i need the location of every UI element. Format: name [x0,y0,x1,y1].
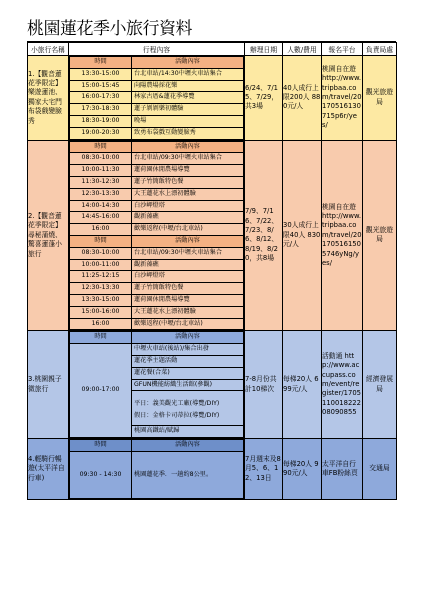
schedule-row [70,212,244,224]
tour-people-fee: 每梯20人 699元/人 [283,331,322,439]
schedule-row [70,165,244,177]
schedule-row [70,188,244,200]
tour-bureau: 觀光旅遊局 [363,140,397,331]
schedule-content: 歡樂返程(中壢/台北車站) [132,318,244,330]
schedule-content: 觀新藻礁 [132,259,244,271]
schedule-row [70,247,244,259]
schedule-time: 14:45-16:00 [70,212,132,224]
schedule-header-time: 時間 [70,440,132,452]
schedule-content: 蓮子竹簡飯特色餐 [132,176,244,188]
schedule-header [70,57,244,69]
itinerary-cell [69,331,245,439]
schedule-content: 晚場 [132,115,244,127]
schedule-content: 向陽農場採花樂 [132,80,244,92]
schedule-row [70,127,244,139]
schedule-row [70,104,244,116]
page-title: 桃園蓮花季小旅行資料 [27,19,192,39]
schedule-content: 大王蓮花水上漂初體驗 [132,188,244,200]
schedule-header [70,332,244,344]
tour-bureau: 觀光旅遊局 [363,56,397,141]
schedule-header [70,141,244,153]
schedule-content: 蓮荷園休閒農場導覽 [132,294,244,306]
schedule-time: 16:00 [70,224,132,236]
tour-people-fee: 30人成行上限40人 830元/人 [283,140,322,331]
table-row [28,56,397,141]
schedule-time: 18:30-19:00 [70,115,132,127]
schedule-table [69,56,244,140]
schedule-content: 蓮花季主題活動 [132,355,244,367]
schedule-time: 19:00-20:30 [70,127,132,139]
schedule-row [70,306,244,318]
schedule-time: 16:00 [70,318,132,330]
schedule-time: 09:30 - 14:30 [70,451,132,498]
schedule-time: 10:00-11:30 [70,165,132,177]
schedule-row [70,224,244,236]
schedule-content: 蓮子剝剝樂初體驗 [132,104,244,116]
schedule-time: 12:30-13:30 [70,188,132,200]
header-bureau: 負責局處 [363,43,397,56]
tour-platform-link[interactable]: 桃園自在遊 http://www.tripbaa.com/travel/20170516130715p6r/yes/ [322,56,363,141]
schedule-row [70,153,244,165]
tour-platform-link[interactable]: 桃園自在遊 http://www.tripbaa.com/travel/201705161505746yNg/yes/ [322,140,363,331]
schedule-content: 致勇布袋戲互動變臉秀 [132,127,244,139]
schedule-header-content: 活動內容 [132,57,244,69]
schedule-row [70,259,244,271]
schedule-content: 白沙岬燈塔 [132,200,244,212]
tour-name: 2.【觀音蓮花季限定】尋秘蒲燒、驚喜蓮蓬小旅行 [28,140,69,331]
schedule-header-content: 活動內容 [132,440,244,452]
schedule-content: 白沙岬燈塔 [132,271,244,283]
schedule-row [70,176,244,188]
schedule-content: 觀新藻礁 [132,212,244,224]
schedule-row [70,318,244,330]
tour-dates: 7-8月份共計10梯次 [245,331,283,439]
tour-people-fee: 每梯20人 990元/人 [283,439,322,500]
header-dates: 辦理日期 [245,43,283,56]
schedule-content: 中壢火車站(後站)/集合出發 [132,344,244,356]
schedule-header-time: 時間 [70,57,132,69]
tour-dates: 7/9、7/16、7/22、7/23、8/6、8/12、8/19、8/20，共8場 [245,140,283,331]
schedule-content: 蓮荷園休閒農場導覽 [132,165,244,177]
schedule-time: 15:00-15:45 [70,80,132,92]
schedule-header [70,440,244,452]
schedule-header-time: 時間 [70,332,132,344]
header-tour-name: 小旅行名稱 [28,43,69,56]
tour-bureau: 經濟發展局 [363,331,397,439]
tour-name: 3.桃園親子微旅行 [28,331,69,439]
tour-people-fee: 40人成行上限200人 880元/人 [283,56,322,141]
header-platform: 報名平台 [322,43,363,56]
schedule-content: 桃園蓮花季．一趟約8公里。 [132,451,244,498]
schedule-content: 大王蓮花水上漂初體驗 [132,306,244,318]
schedule-row [70,283,244,295]
schedule-time: 17:30-18:30 [70,104,132,116]
schedule-content: 台北車站/14:30中壢火車站集合 [132,68,244,80]
schedule-content: 台北車站/09:30中壢火車站集合 [132,153,244,165]
schedule-content: 歡樂返程(中壢/台北車站) [132,224,244,236]
schedule-header [70,235,244,247]
schedule-row [70,200,244,212]
schedule-content: 台北車站/09:30中壢火車站集合 [132,247,244,259]
schedule-table [69,141,244,331]
schedule-table [69,439,244,499]
schedule-header-content: 活動內容 [132,141,244,153]
schedule-content: GFUN機能紡織生活館(參觀) [132,379,244,391]
schedule-time: 08:30-10:00 [70,153,132,165]
schedule-time: 10:00-11:00 [70,259,132,271]
tour-dates: 6/24、7/15、7/29，共3場 [245,56,283,141]
schedule-table [69,331,244,438]
itinerary-cell [69,439,245,500]
tour-platform-link[interactable]: 活動通 http://www.accupass.com/event/register/170511001822208090855 [322,331,363,439]
tour-dates: 7月週末及8月5、6、12、13日 [245,439,283,500]
schedule-row [70,115,244,127]
schedule-row [70,80,244,92]
schedule-time: 11:30-12:30 [70,176,132,188]
schedule-header-content: 活動內容 [132,235,244,247]
weekday-option: 平日：義美觀光工廠(導覽/DIY) [134,400,220,408]
tour-table [27,42,397,500]
schedule-row [70,294,244,306]
schedule-row [70,68,244,80]
schedule-time: 13:30-15:00 [70,294,132,306]
schedule-time: 09:00-17:00 [70,344,132,438]
schedule-row [70,451,244,498]
schedule-content [132,391,244,426]
schedule-time: 14:00-14:30 [70,200,132,212]
tour-bureau: 交通局 [363,439,397,500]
header-people-fee: 人數/費用 [283,43,322,56]
schedule-row [70,344,244,356]
itinerary-cell [69,140,245,331]
header-itinerary: 行程內容 [69,43,245,56]
itinerary-cell [69,56,245,141]
table-header-row [28,43,397,56]
schedule-content: 桃園高鐵站/賦歸 [132,426,244,438]
schedule-time: 15:00-16:00 [70,306,132,318]
table-row [28,140,397,331]
table-row [28,331,397,439]
schedule-header-time: 時間 [70,235,132,247]
schedule-time: 08:30-10:00 [70,247,132,259]
schedule-header-time: 時間 [70,141,132,153]
schedule-time: 12:30-13:30 [70,283,132,295]
schedule-row [70,271,244,283]
schedule-time: 16:00-17:30 [70,92,132,104]
tour-name: 4.輕騎行暢遊(太平洋自行車) [28,439,69,500]
schedule-time: 11:25-12:15 [70,271,132,283]
schedule-time: 13:30-15:00 [70,68,132,80]
tour-platform-link[interactable]: 太平洋自行車FB粉絲頁 [322,439,363,500]
schedule-content: 蓮花餐(合菜) [132,367,244,379]
schedule-content: 蓮子竹簡飯特色餐 [132,283,244,295]
holiday-option: 假日：金格卡司蒂拉(導覽/DIY) [134,412,220,420]
tour-name: 1.【觀音蓮花季限定】樂遊蓮池、獨家大宅門布袋戲變臉秀 [28,56,69,141]
schedule-row [70,92,244,104]
schedule-content: 林家古厝&蓮花季導覽 [132,92,244,104]
table-row [28,439,397,500]
schedule-header-content: 活動內容 [132,332,244,344]
